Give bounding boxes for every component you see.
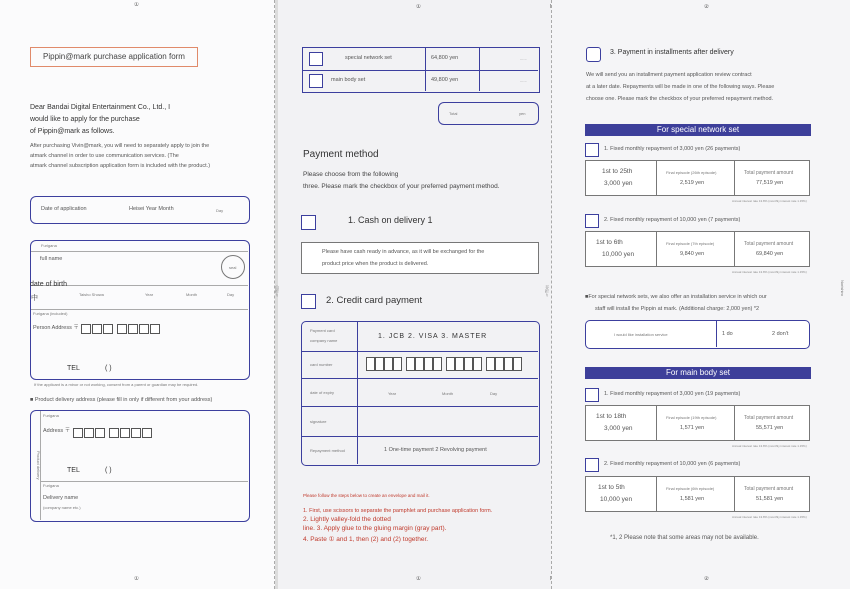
- special-plan-2-final-label: Final episode (7th episode): [666, 241, 715, 246]
- right-side-label: Norishiro: [840, 280, 845, 297]
- set-table: [302, 47, 540, 93]
- date-day: Day: [216, 208, 224, 213]
- card-number-label: card number: [310, 362, 333, 367]
- date-of-application-box[interactable]: [30, 196, 250, 224]
- delivery-furigana-2: Furigana: [43, 483, 59, 488]
- delivery-name-label: Delivery name: [43, 495, 79, 501]
- card-companies[interactable]: 1. JCB 2. VISA 3. MASTER: [378, 333, 488, 340]
- special-plan-1-note: Annual interest rate 13.8% (monthly interest rate 1.15%): [732, 199, 807, 203]
- special-plan-1-total-label: Total payment amount: [744, 170, 794, 176]
- note-line-3: atmark channel subscription application form is included with the product.): [30, 163, 211, 169]
- install-service-2: staff will install the Pippin at mark. (Additional charge: 2,000 yen) *2: [595, 306, 760, 312]
- special-plan-1-checkbox[interactable]: [585, 143, 599, 157]
- right-bottom-circle: ②: [704, 576, 709, 582]
- repayment-label: Repayment method: [310, 448, 345, 453]
- card-company-label-1: Payment card: [310, 328, 335, 333]
- intro-line-2: would like to apply for the purchase: [30, 116, 140, 123]
- special-plan-1-final: 2,519 yen: [680, 180, 705, 186]
- form-title: Pippin@mark purchase application form: [30, 47, 198, 67]
- date-of-birth-label: date of birth: [30, 281, 67, 288]
- set-qty-0[interactable]: ......: [520, 56, 527, 61]
- credit-table: [301, 321, 540, 466]
- delivery-furigana: Furigana: [43, 413, 59, 418]
- install-text-3: choose one. Please mark the checkbox of your preferred repayment method.: [586, 96, 774, 102]
- main-plan-1-final-label: Final episode (19th episode): [666, 415, 717, 420]
- payment-instr-1: Please choose from the following: [303, 171, 399, 178]
- payment-heading: Payment method: [303, 149, 379, 160]
- card-company-label-2: company name: [310, 338, 338, 343]
- mid-top-circle: ①: [416, 4, 421, 10]
- special-plan-1-title: 1. Fixed monthly repayment of 3,000 yen (26 payments): [604, 146, 741, 152]
- delivery-address-label: Address 〒: [43, 428, 71, 434]
- cash-checkbox[interactable]: [301, 215, 316, 230]
- main-plan-2-total-label: Total payment amount: [744, 486, 794, 492]
- address-label: Person Address 〒: [33, 325, 79, 331]
- step-2b: line. 3. Apply glue to the gluing margin (gray part).: [303, 525, 447, 532]
- date-label: Date of application: [41, 206, 87, 212]
- step-1: 1. First, use scissors to separate the pamphlet and purchase application form.: [303, 508, 493, 514]
- middle-panel: [275, 0, 551, 589]
- intro-line-3: of Pippin@mark as follows.: [30, 128, 115, 135]
- cash-note-1: Please have cash ready in advance, as it will be exchanged for the: [322, 249, 485, 255]
- steps-intro: Please follow the steps below to create an envelope and mail it.: [303, 493, 430, 498]
- delivery-tel-paren: ( ): [105, 467, 112, 474]
- signature-label: signature: [310, 419, 327, 424]
- special-plan-2-table: [585, 231, 810, 267]
- intro-line-1: Dear Bandai Digital Entertainment Co., Ltd., I: [30, 104, 171, 111]
- full-name-label: full name: [40, 256, 63, 262]
- set-qty-1[interactable]: ......: [520, 78, 527, 83]
- special-plan-2-range: 1st to 6th: [596, 239, 623, 246]
- cash-note-box: [301, 242, 539, 274]
- special-plan-2-note: Annual interest rate 13.8% (monthly interest rate 1.15%): [732, 270, 807, 274]
- set-name-0: special network set: [345, 55, 392, 61]
- credit-checkbox[interactable]: [301, 294, 316, 309]
- credit-title: 2. Credit card payment: [326, 295, 423, 306]
- total-box[interactable]: [438, 102, 539, 125]
- tel-paren: ( ): [105, 365, 112, 372]
- expiry-day: Day: [490, 391, 498, 396]
- seal-circle: [221, 255, 245, 279]
- expiry-label: date of expiry: [310, 390, 335, 395]
- main-set-checkbox[interactable]: [309, 74, 323, 88]
- main-plan-2-title: 2. Fixed monthly repayment of 10,000 yen (6 payments): [604, 461, 741, 467]
- main-plan-1-total-label: Total payment amount: [744, 415, 794, 421]
- install-dont[interactable]: 2 don't: [772, 331, 789, 337]
- birth-day: Day: [227, 292, 235, 297]
- main-plan-1-note: Annual interest rate 13.8% (monthly interest rate 1.15%): [732, 444, 807, 448]
- special-plan-1-table: [585, 160, 810, 196]
- set-price-0: 64,800 yen: [431, 55, 459, 61]
- birth-mark: 中: [31, 295, 38, 302]
- expiry-year: Year: [388, 391, 397, 396]
- left-panel: [0, 0, 275, 589]
- delivery-name-note: (company name etc.): [43, 505, 81, 510]
- install-service-1: ■For special network sets, we also offer an installation service in which our: [585, 294, 767, 300]
- birth-year: Year: [145, 292, 154, 297]
- main-plan-1-checkbox[interactable]: [585, 388, 599, 402]
- date-value: Heisei Year Month: [129, 206, 174, 212]
- main-plan-1-range: 1st to 18th: [596, 413, 627, 420]
- footnote: *1, 2 Please note that some areas may not be available.: [610, 535, 759, 541]
- special-plan-1-range: 1st to 25th: [602, 168, 633, 175]
- total-unit: yen: [519, 111, 526, 116]
- special-set-checkbox[interactable]: [309, 52, 323, 66]
- main-plan-2-range: 1st to 5th: [598, 484, 625, 491]
- card-number-boxes[interactable]: [366, 357, 522, 376]
- special-plan-1-amount: 3,000 yen: [604, 180, 633, 187]
- repayment-value[interactable]: 1 One-time payment 2 Revolving payment: [384, 447, 487, 453]
- installment-checkbox[interactable]: [586, 47, 601, 62]
- set-name-1: main body set: [331, 77, 366, 83]
- installment-title: 3. Payment in installments after delivery: [610, 49, 734, 56]
- main-plan-1-total: 55,571 yen: [756, 425, 784, 431]
- install-text-1: We will send you an installment payment application review contract: [586, 72, 752, 78]
- top-circle-mark: ①: [134, 2, 139, 8]
- set-price-1: 49,800 yen: [431, 77, 459, 83]
- birth-era: Taisho Showa: [79, 292, 104, 297]
- special-set-bar: For special network set: [585, 124, 811, 136]
- expiry-month: Month: [442, 391, 454, 396]
- bottom-circle-mark: ①: [134, 576, 139, 582]
- minor-note: If the applicant is a minor or not working, consent from a parent or guardian may be required.: [34, 382, 199, 387]
- cash-note-2: product price when the product is delivered.: [322, 261, 429, 267]
- main-plan-2-final-label: Final episode (6th episode): [666, 486, 715, 491]
- special-plan-2-checkbox[interactable]: [585, 214, 599, 228]
- right-panel: [551, 0, 850, 589]
- delivery-box[interactable]: [30, 410, 250, 522]
- mid-bottom-circle: ①: [416, 576, 421, 582]
- right-top-circle: ②: [704, 4, 709, 10]
- special-plan-1-final-label: Final episode (26th episode): [666, 170, 717, 175]
- furigana-included: Furigana (included): [33, 311, 68, 316]
- special-plan-2-amount: 10,000 yen: [602, 251, 635, 258]
- furigana-label: Furigana: [41, 243, 57, 248]
- main-plan-2-total: 51,581 yen: [756, 496, 784, 502]
- special-plan-1-total: 77,519 yen: [756, 180, 784, 186]
- fold-right-label: 谷折り: [545, 285, 550, 297]
- main-plan-2-final: 1,581 yen: [680, 496, 705, 502]
- birth-month: Month: [186, 292, 198, 297]
- special-plan-2-total-label: Total payment amount: [744, 241, 794, 247]
- delivery-postal-boxes[interactable]: [73, 425, 153, 443]
- special-plan-2-final: 9,840 yen: [680, 251, 705, 257]
- main-plan-1-table: [585, 405, 810, 441]
- install-want: I would like installation service: [614, 332, 668, 337]
- main-plan-1-amount: 3,000 yen: [604, 425, 633, 432]
- step-4: 4. Paste ① and 1, then (2) and (2) together.: [303, 536, 429, 543]
- delivery-side-label: Product delivery: [36, 451, 41, 480]
- install-do[interactable]: 1 do: [722, 331, 733, 337]
- fold-left-label: 山折り: [275, 285, 280, 297]
- main-plan-1-title: 1. Fixed monthly repayment of 3,000 yen (19 payments): [604, 391, 741, 397]
- total-label: Total: [449, 111, 458, 116]
- seal-label: seal: [229, 265, 237, 270]
- main-plan-2-table: [585, 476, 810, 512]
- delivery-heading: ■ Product delivery address (please fill in only if different from your address): [30, 397, 213, 403]
- special-plan-2-title: 2. Fixed monthly repayment of 10,000 yen (7 payments): [604, 217, 741, 223]
- note-line-2: atmark channel in order to use communication services. (The: [30, 153, 179, 159]
- postal-code-boxes[interactable]: [81, 321, 161, 339]
- main-plan-1-final: 1,571 yen: [680, 425, 705, 431]
- delivery-tel-label: TEL: [67, 467, 80, 474]
- main-plan-2-checkbox[interactable]: [585, 458, 599, 472]
- install-text-2: at a later date. Repayments will be made in one of the following ways. Please: [586, 84, 775, 90]
- step-2a: 2. Lightly valley-fold the dotted: [303, 516, 391, 523]
- applicant-box[interactable]: [30, 240, 250, 380]
- tel-label: TEL: [67, 365, 80, 372]
- installation-service-box[interactable]: [585, 320, 810, 349]
- main-plan-2-amount: 10,000 yen: [600, 496, 633, 503]
- main-plan-2-note: Annual interest rate 13.8% (monthly interest rate 1.15%): [732, 515, 807, 519]
- special-plan-2-total: 69,840 yen: [756, 251, 784, 257]
- note-line-1: After purchasing Vivin@mark, you will need to separately apply to join the: [30, 143, 210, 149]
- payment-instr-2: three. Please mark the checkbox of your preferred payment method.: [303, 183, 500, 190]
- cash-title: 1. Cash on delivery 1: [348, 215, 433, 225]
- main-set-bar: For main body set: [585, 367, 811, 379]
